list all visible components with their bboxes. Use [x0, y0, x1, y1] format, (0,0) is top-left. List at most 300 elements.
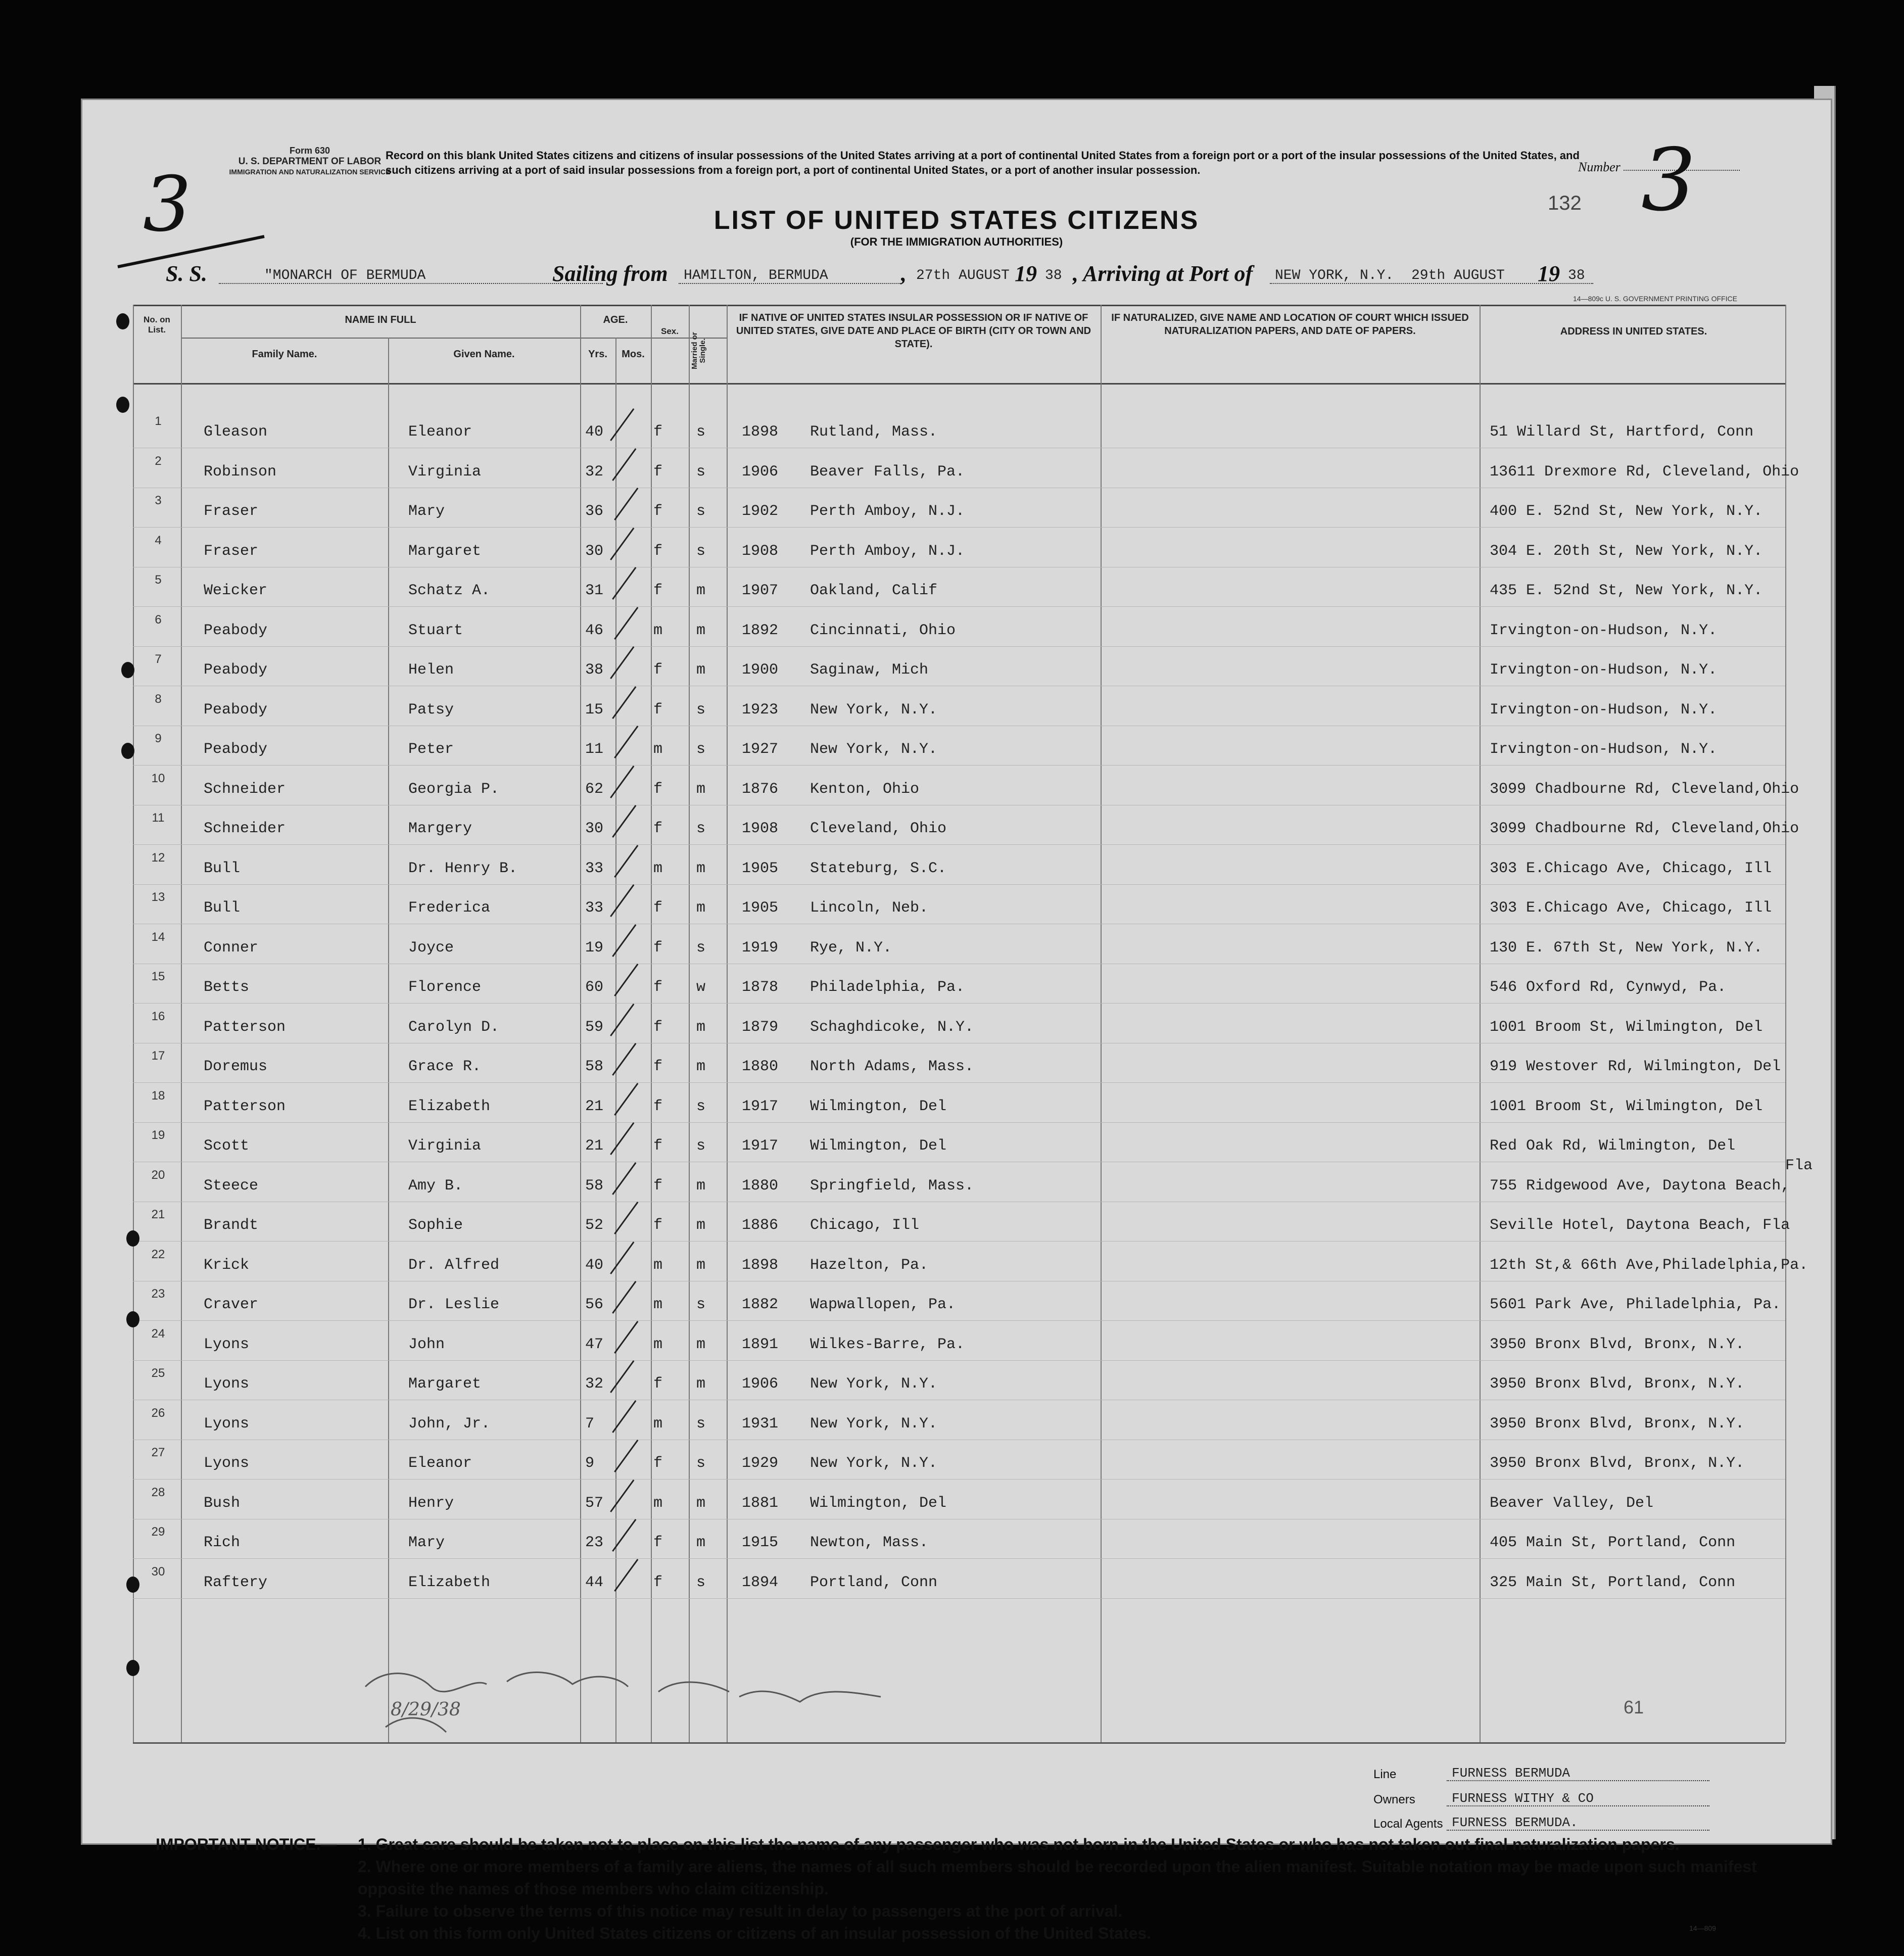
birth-place: Springfield, Mass. — [810, 1177, 974, 1195]
check-mark — [610, 884, 634, 917]
marital-status: s — [696, 1296, 706, 1313]
local-agents-underline — [1447, 1830, 1709, 1831]
row-rule — [133, 1082, 1785, 1083]
row-number: 7 — [155, 652, 162, 666]
birth-place: Beaver Falls, Pa. — [810, 463, 965, 481]
marital-status: m — [696, 1177, 706, 1195]
row-number: 23 — [151, 1287, 165, 1301]
address: 400 E. 52nd St, New York, N.Y. — [1490, 503, 1763, 520]
local-agents-value: FURNESS BERMUDA. — [1452, 1815, 1578, 1830]
age-years: 38 — [585, 661, 604, 679]
notice-item: 2. Where one or more members of a family are aliens, the names of all such members should be recorded upon the alien manifest. Suitable notation may be made upon such manifest opposite the names of those members who claim citizenship. — [358, 1857, 1757, 1898]
family-name: Raftery — [204, 1573, 268, 1591]
marital-status: s — [696, 701, 706, 719]
address: 919 Westover Rd, Wilmington, Del — [1490, 1058, 1781, 1075]
family-name: Schneider — [204, 780, 286, 798]
comma-1: , — [901, 261, 907, 286]
birth-place: North Adams, Mass. — [810, 1058, 974, 1075]
birth-place: New York, N.Y. — [810, 701, 938, 719]
row-number: 30 — [151, 1564, 165, 1579]
age-years: 7 — [585, 1415, 595, 1433]
row-rule — [133, 765, 1785, 766]
sex: f — [653, 1058, 663, 1075]
form-number: Form 630 — [289, 146, 330, 156]
given-name: Elizabeth — [408, 1098, 491, 1115]
address: 51 Willard St, Hartford, Conn — [1490, 423, 1754, 441]
address: 3099 Chadbourne Rd, Cleveland,Ohio — [1490, 820, 1799, 837]
marital-status: m — [696, 899, 706, 917]
birth-place: Schaghdicoke, N.Y. — [810, 1018, 974, 1036]
notice-items — [358, 1833, 1793, 1944]
handwritten-list-mark: 3 — [143, 161, 192, 249]
col-line — [1785, 305, 1786, 1742]
birth-year: 1906 — [742, 463, 779, 481]
address: 435 E. 52nd St, New York, N.Y. — [1490, 582, 1763, 599]
address: 3950 Bronx Blvd, Bronx, N.Y. — [1490, 1375, 1745, 1393]
page-count: 61 — [1624, 1697, 1644, 1718]
birth-year: 1905 — [742, 899, 779, 917]
age-years: 59 — [585, 1018, 604, 1036]
given-name: Dr. Leslie — [408, 1296, 500, 1313]
sex: m — [653, 1256, 663, 1274]
given-name: Henry — [408, 1494, 454, 1512]
check-mark — [614, 845, 638, 878]
family-name: Lyons — [204, 1415, 250, 1433]
birth-year: 1891 — [742, 1335, 779, 1353]
marital-status: m — [696, 1256, 706, 1274]
department-name: U. S. DEPARTMENT OF LABOR — [238, 156, 382, 167]
row-rule — [133, 1320, 1785, 1321]
service-name: IMMIGRATION AND NATURALIZATION SERVICE — [229, 168, 391, 176]
age-years: 52 — [585, 1217, 604, 1234]
col-line — [615, 338, 616, 1742]
marital-status: s — [696, 463, 706, 481]
col-line — [133, 305, 134, 1742]
family-name: Fraser — [204, 503, 259, 520]
birth-place: Kenton, Ohio — [810, 780, 920, 798]
family-name: Lyons — [204, 1335, 250, 1353]
address: Seville Hotel, Daytona Beach, Fla — [1490, 1217, 1790, 1234]
birth-place: Wilmington, Del — [810, 1494, 947, 1512]
row-rule — [133, 606, 1785, 607]
address: Irvington-on-Hudson, N.Y. — [1490, 622, 1718, 639]
notice-heading: IMPORTANT NOTICE.— — [156, 1835, 337, 1853]
sex: m — [653, 1335, 663, 1353]
row-number: 20 — [151, 1168, 165, 1182]
arrival-date: 29th AUGUST — [1411, 268, 1505, 283]
birth-year: 1906 — [742, 1375, 779, 1393]
birth-year: 1905 — [742, 860, 779, 877]
check-mark — [614, 1202, 638, 1234]
family-name: Peabody — [204, 661, 268, 679]
given-name: Grace R. — [408, 1058, 482, 1075]
given-name: Peter — [408, 741, 454, 758]
age-years: 40 — [585, 423, 604, 441]
marital-status: m — [696, 1494, 706, 1512]
family-name: Scott — [204, 1137, 250, 1155]
address: 405 Main St, Portland, Conn — [1490, 1534, 1736, 1551]
signature-date: 8/29/38 — [391, 1699, 461, 1720]
ship-name: "MONARCH OF BERMUDA — [264, 268, 426, 283]
given-name: Patsy — [408, 701, 454, 719]
arrival-line — [1270, 283, 1593, 284]
marital-status: m — [696, 1534, 706, 1551]
sex: f — [653, 661, 663, 679]
col-line — [1101, 305, 1102, 1742]
age-years: 44 — [585, 1573, 604, 1591]
marital-status: m — [696, 661, 706, 679]
check-mark — [610, 1122, 634, 1155]
family-name: Schneider — [204, 820, 286, 837]
address: 3950 Bronx Blvd, Bronx, N.Y. — [1490, 1415, 1745, 1433]
birth-place: New York, N.Y. — [810, 1455, 938, 1472]
marital-status: m — [696, 1375, 706, 1393]
birth-place: Chicago, Ill — [810, 1217, 920, 1234]
list-number: 3 — [1641, 130, 1696, 230]
header-bottom-rule — [133, 383, 1785, 385]
sex: m — [653, 1415, 663, 1433]
birth-place: Perth Amboy, N.J. — [810, 503, 965, 520]
check-mark — [614, 1083, 638, 1116]
sex: f — [653, 820, 663, 837]
birth-place: Philadelphia, Pa. — [810, 979, 965, 996]
family-name: Gleason — [204, 423, 268, 441]
row-number: 27 — [151, 1446, 165, 1459]
check-mark — [614, 1559, 638, 1592]
birth-year: 1879 — [742, 1018, 779, 1036]
arrival-year: 38 — [1568, 268, 1585, 283]
header-sex: Sex. — [661, 326, 679, 336]
age-years: 33 — [585, 899, 604, 917]
row-number: 5 — [155, 573, 162, 587]
row-number: 21 — [151, 1208, 165, 1221]
marital-status: m — [696, 1018, 706, 1036]
age-years: 9 — [585, 1455, 595, 1472]
check-mark — [610, 766, 634, 798]
age-years: 30 — [585, 542, 604, 560]
footer-code: 14—809 — [1689, 1924, 1716, 1932]
birth-year: 1900 — [742, 661, 779, 679]
sex: m — [653, 1494, 663, 1512]
sailing-year-prefix: 19 — [1015, 261, 1037, 286]
given-name: Eleanor — [408, 1455, 472, 1472]
row-number: 8 — [155, 692, 162, 706]
address: Irvington-on-Hudson, N.Y. — [1490, 701, 1718, 719]
birth-year: 1882 — [742, 1296, 779, 1313]
address: 304 E. 20th St, New York, N.Y. — [1490, 542, 1763, 560]
col-line — [388, 338, 389, 1742]
marital-status: s — [696, 820, 706, 837]
address: 325 Main St, Portland, Conn — [1490, 1573, 1736, 1591]
given-name: Joyce — [408, 939, 454, 957]
row-rule — [133, 1003, 1785, 1004]
punch-hole — [121, 662, 134, 678]
birth-year: 1907 — [742, 582, 779, 599]
notice-item: 4. List on this form only United States citizens or citizens of an insular possession of the United States. — [358, 1924, 1152, 1942]
row-number: 2 — [155, 454, 162, 468]
header-yrs: Yrs. — [588, 349, 607, 360]
sex: f — [653, 1018, 663, 1036]
row-number: 3 — [155, 494, 162, 507]
birth-place: Portland, Conn — [810, 1573, 938, 1591]
age-years: 56 — [585, 1296, 604, 1313]
birth-place: Wilkes-Barre, Pa. — [810, 1335, 965, 1353]
given-name: Dr. Henry B. — [408, 860, 518, 877]
birth-place: Oakland, Calif — [810, 582, 938, 599]
address: 3099 Chadbourne Rd, Cleveland,Ohio — [1490, 780, 1799, 798]
number-label: Number — [1578, 160, 1621, 174]
check-mark — [614, 1321, 638, 1354]
birth-year: 1929 — [742, 1455, 779, 1472]
arrival-year-prefix: 19 — [1538, 261, 1560, 286]
age-years: 47 — [585, 1335, 604, 1353]
family-name: Peabody — [204, 622, 268, 639]
birth-year: 1878 — [742, 979, 779, 996]
given-name: John, Jr. — [408, 1415, 491, 1433]
birth-year: 1908 — [742, 542, 779, 560]
age-years: 23 — [585, 1534, 604, 1551]
comma-2: , — [1073, 261, 1078, 286]
local-agents-label: Local Agents — [1373, 1817, 1443, 1831]
check-mark — [610, 1004, 634, 1036]
address: Irvington-on-Hudson, N.Y. — [1490, 741, 1718, 758]
birth-year: 1908 — [742, 820, 779, 837]
birth-place: New York, N.Y. — [810, 1415, 938, 1433]
marital-status: s — [696, 1137, 706, 1155]
row-number: 19 — [151, 1128, 165, 1142]
sex: f — [653, 1455, 663, 1472]
punch-hole — [116, 313, 129, 329]
marital-status: m — [696, 860, 706, 877]
given-name: Helen — [408, 661, 454, 679]
marital-status: s — [696, 741, 706, 758]
row-number: 12 — [151, 850, 165, 865]
check-mark — [614, 607, 638, 640]
header-given: Given Name. — [453, 349, 515, 360]
row-rule — [133, 646, 1785, 647]
check-mark — [614, 964, 638, 996]
row-number: 17 — [151, 1049, 165, 1063]
birth-year: 1876 — [742, 780, 779, 798]
birth-year: 1881 — [742, 1494, 779, 1512]
age-years: 33 — [585, 860, 604, 877]
line-underline — [1447, 1780, 1709, 1781]
notice-item: 3. Failure to observe the terms of this notice may result in delay to passengers at the port of arrival. — [358, 1902, 1123, 1920]
birth-year: 1886 — [742, 1217, 779, 1234]
header-married: Married or Single. — [690, 332, 707, 369]
birth-place: New York, N.Y. — [810, 1375, 938, 1393]
birth-place: Hazelton, Pa. — [810, 1256, 929, 1274]
sex: f — [653, 1375, 663, 1393]
notice-item: 1. Great care should be taken not to place on this list the name of any passenger who was not born in the United States or who has not taken out final naturalization papers. — [358, 1835, 1680, 1853]
given-name: Carolyn D. — [408, 1018, 500, 1036]
row-rule — [133, 844, 1785, 845]
row-rule — [133, 527, 1785, 528]
row-rule — [133, 1122, 1785, 1123]
address-continuation: Fla — [1785, 1157, 1813, 1174]
age-years: 30 — [585, 820, 604, 837]
marital-status: m — [696, 1335, 706, 1353]
given-name: Elizabeth — [408, 1573, 491, 1591]
birth-place: Rutland, Mass. — [810, 423, 938, 441]
address: 1001 Broom St, Wilmington, Del — [1490, 1098, 1763, 1115]
address: 5601 Park Ave, Philadelphia, Pa. — [1490, 1296, 1781, 1313]
sex: f — [653, 503, 663, 520]
birth-year: 1898 — [742, 423, 779, 441]
age-years: 62 — [585, 780, 604, 798]
sex: f — [653, 780, 663, 798]
age-years: 58 — [585, 1058, 604, 1075]
row-rule — [133, 1558, 1785, 1559]
sailing-year: 38 — [1045, 268, 1062, 283]
stamp-number: 132 — [1548, 192, 1582, 214]
sailing-from: HAMILTON, BERMUDA — [684, 268, 828, 283]
given-name: Stuart — [408, 622, 463, 639]
punch-hole — [126, 1577, 139, 1593]
birth-place: Stateburg, S.C. — [810, 860, 947, 877]
marital-status: s — [696, 1573, 706, 1591]
given-name: Georgia P. — [408, 780, 500, 798]
owners-underline — [1447, 1805, 1709, 1806]
line-label: Line — [1373, 1768, 1397, 1781]
row-number: 4 — [155, 533, 162, 547]
row-number: 26 — [151, 1406, 165, 1420]
arriving-label: Arriving at Port of — [1083, 261, 1253, 286]
sex: f — [653, 1217, 663, 1234]
given-name: Mary — [408, 503, 445, 520]
age-years: 58 — [585, 1177, 604, 1195]
age-years: 21 — [585, 1098, 604, 1115]
col-line — [181, 305, 182, 1742]
sex: f — [653, 463, 663, 481]
row-number: 15 — [151, 970, 165, 983]
check-mark — [610, 1480, 634, 1512]
check-mark — [614, 726, 638, 758]
marital-status: s — [696, 542, 706, 560]
sex: f — [653, 979, 663, 996]
row-number: 9 — [155, 732, 162, 745]
punch-hole — [121, 743, 134, 759]
age-years: 60 — [585, 979, 604, 996]
birth-year: 1902 — [742, 503, 779, 520]
marital-status: m — [696, 1058, 706, 1075]
address: 1001 Broom St, Wilmington, Del — [1490, 1018, 1763, 1036]
given-name: Margaret — [408, 1375, 482, 1393]
given-name: Florence — [408, 979, 482, 996]
family-name: Doremus — [204, 1058, 268, 1075]
marital-status: s — [696, 423, 706, 441]
manifest-page — [81, 99, 1832, 1942]
line-value: FURNESS BERMUDA — [1452, 1766, 1570, 1781]
address: 3950 Bronx Blvd, Bronx, N.Y. — [1490, 1455, 1745, 1472]
birth-year: 1892 — [742, 622, 779, 639]
address: 303 E.Chicago Ave, Chicago, Ill — [1490, 860, 1772, 877]
family-name: Patterson — [204, 1018, 286, 1036]
header-no: No. on List. — [144, 315, 170, 335]
form-header — [224, 146, 396, 177]
age-years: 31 — [585, 582, 604, 599]
family-name: Fraser — [204, 542, 259, 560]
age-years: 15 — [585, 701, 604, 719]
header-address: ADDRESS IN UNITED STATES. — [1560, 326, 1707, 337]
birth-year: 1915 — [742, 1534, 779, 1551]
age-years: 46 — [585, 622, 604, 639]
header-mos: Mos. — [622, 349, 645, 360]
address: 130 E. 67th St, New York, N.Y. — [1490, 939, 1763, 957]
marital-status: s — [696, 939, 706, 957]
sex: f — [653, 1534, 663, 1551]
birth-year: 1931 — [742, 1415, 779, 1433]
check-mark — [610, 528, 634, 560]
header-name-in-full: NAME IN FULL — [345, 314, 416, 325]
birth-year: 1923 — [742, 701, 779, 719]
family-name: Krick — [204, 1256, 250, 1274]
row-number: 28 — [151, 1485, 165, 1499]
birth-year: 1880 — [742, 1177, 779, 1195]
address: 303 E.Chicago Ave, Chicago, Ill — [1490, 899, 1772, 917]
birth-place: Cincinnati, Ohio — [810, 622, 956, 639]
header-birth: IF NATIVE OF UNITED STATES INSULAR POSSESSION OR IF NATIVE OF UNITED STATES, GIVE DATE AND PLACE OF BIRTH (CITY OR TOWN AND STATE). — [736, 312, 1091, 350]
header-age: AGE. — [603, 314, 628, 325]
important-notice — [156, 1833, 1793, 1944]
row-number: 10 — [151, 771, 165, 785]
birth-place: Wilmington, Del — [810, 1137, 947, 1155]
marital-status: m — [696, 582, 706, 599]
age-years: 32 — [585, 1375, 604, 1393]
birth-place: Newton, Mass. — [810, 1534, 929, 1551]
address: 755 Ridgewood Ave, Daytona Beach, — [1490, 1177, 1790, 1195]
marital-status: s — [696, 1098, 706, 1115]
given-name: John — [408, 1335, 445, 1353]
birth-year: 1919 — [742, 939, 779, 957]
family-name: Peabody — [204, 741, 268, 758]
check-mark — [610, 1242, 634, 1274]
family-name: Peabody — [204, 701, 268, 719]
family-name: Weicker — [204, 582, 268, 599]
page-title: LIST OF UNITED STATES CITIZENS — [713, 206, 1200, 235]
sex: f — [653, 939, 663, 957]
check-mark — [610, 1360, 634, 1393]
row-number: 14 — [151, 930, 165, 944]
given-name: Frederica — [408, 899, 491, 917]
row-number: 18 — [151, 1088, 165, 1103]
owners-value: FURNESS WITHY & CO — [1452, 1791, 1594, 1806]
birth-year: 1917 — [742, 1098, 779, 1115]
punch-hole — [126, 1660, 139, 1676]
birth-place: Wapwallopen, Pa. — [810, 1296, 956, 1313]
check-mark — [614, 488, 638, 520]
row-number: 1 — [155, 414, 162, 428]
birth-place: Lincoln, Neb. — [810, 899, 929, 917]
page-subtitle: (FOR THE IMMIGRATION AUTHORITIES) — [850, 235, 1063, 248]
birth-year: 1898 — [742, 1256, 779, 1274]
age-years: 32 — [585, 463, 604, 481]
sex: f — [653, 1098, 663, 1115]
sex: f — [653, 542, 663, 560]
given-name: Virginia — [408, 463, 482, 481]
given-name: Mary — [408, 1534, 445, 1551]
given-name: Schatz A. — [408, 582, 491, 599]
address: Red Oak Rd, Wilmington, Del — [1490, 1137, 1736, 1155]
col-line — [727, 305, 728, 1742]
sex: f — [653, 423, 663, 441]
address: 12th St,& 66th Ave,Philadelphia,Pa. — [1490, 1256, 1808, 1274]
col-line — [651, 305, 652, 1742]
sex: f — [653, 899, 663, 917]
family-name: Brandt — [204, 1217, 259, 1234]
marital-status: m — [696, 1217, 706, 1234]
sex: m — [653, 622, 663, 639]
